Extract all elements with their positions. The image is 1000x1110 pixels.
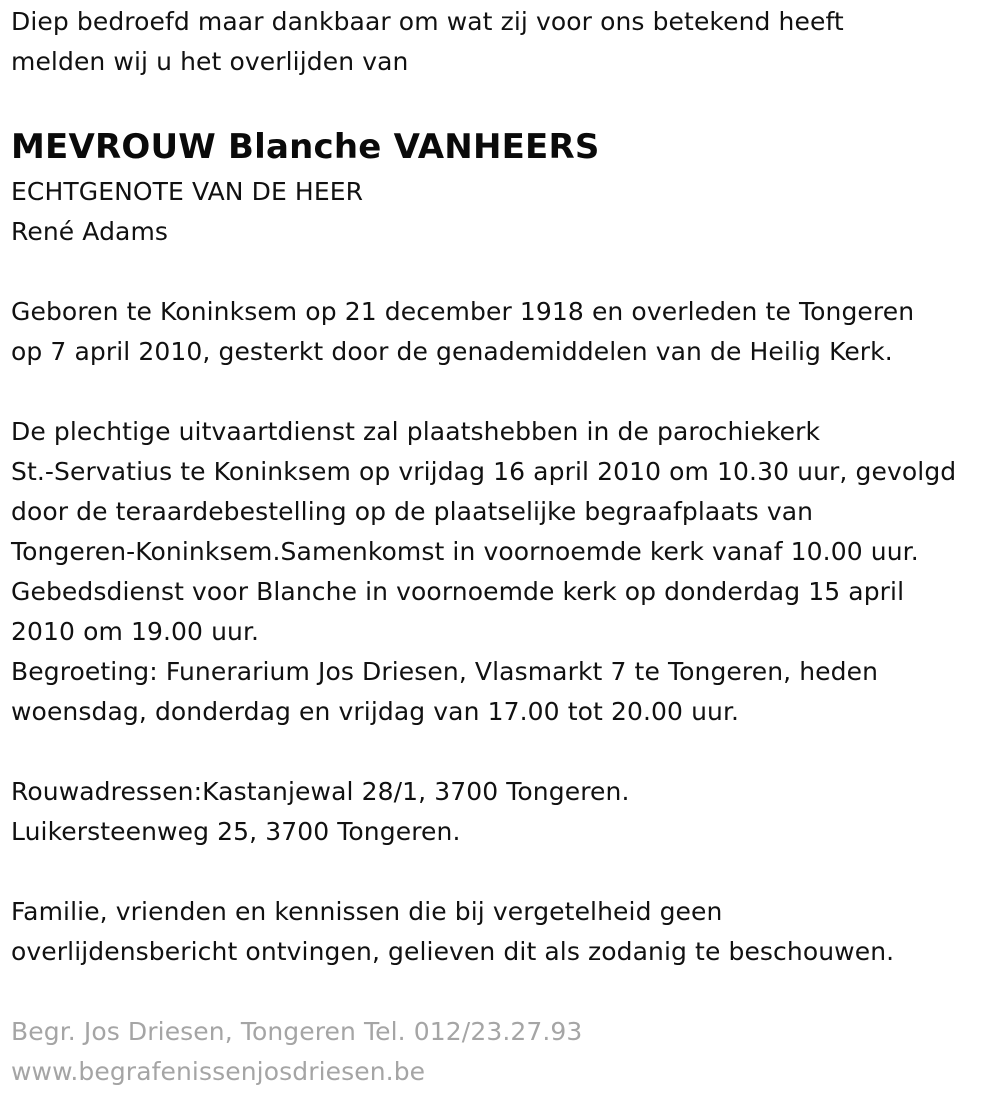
notice-line-2: overlijdensbericht ontvingen, gelieven dit als zodanig te beschouwen. xyxy=(11,937,895,966)
birth-death-line-1: Geboren te Koninksem op 21 december 1918 en overleden te Tongeren xyxy=(11,297,915,326)
address-line-2: Luikersteenweg 25, 3700 Tongeren. xyxy=(11,817,461,846)
ceremony-line-8: woensdag, donderdag en vrijdag van 17.00 tot 20.00 uur. xyxy=(11,697,740,726)
address-line-1: Rouwadressen:Kastanjewal 28/1, 3700 Tongeren. xyxy=(11,777,630,806)
undertaker-contact: Begr. Jos Driesen, Tongeren Tel. 012/23.27.93 xyxy=(11,1017,583,1046)
deceased-block xyxy=(11,120,996,252)
notice-line-1: Familie, vrienden en kennissen die bij vergetelheid geen xyxy=(11,897,723,926)
birth-death-paragraph xyxy=(11,292,996,372)
intro-line-1: Diep bedroefd maar dankbaar om wat zij voor ons betekend heeft xyxy=(11,7,844,36)
ceremony-line-3: door de teraardebestelling op de plaatselijke begraafplaats van xyxy=(11,497,814,526)
spouse-name: René Adams xyxy=(11,217,169,246)
footer xyxy=(11,1012,996,1092)
spacer xyxy=(11,252,996,292)
notice-paragraph xyxy=(11,892,996,972)
ceremony-paragraph xyxy=(11,412,996,732)
ceremony-line-5: Gebedsdienst voor Blanche in voornoemde kerk op donderdag 15 april xyxy=(11,577,905,606)
intro-paragraph xyxy=(11,2,996,82)
addresses-paragraph xyxy=(11,772,996,852)
deceased-name: MEVROUW Blanche VANHEERS xyxy=(11,127,600,167)
undertaker-website[interactable]: www.begrafenissenjosdriesen.be xyxy=(11,1057,426,1086)
obituary-notice xyxy=(11,2,996,1092)
ceremony-line-2: St.-Servatius te Koninksem op vrijdag 16 april 2010 om 10.30 uur, gevolgd xyxy=(11,457,957,486)
spacer xyxy=(11,732,996,772)
birth-death-line-2: op 7 april 2010, gesterkt door de genademiddelen van de Heilig Kerk. xyxy=(11,337,893,366)
spacer xyxy=(11,972,996,1012)
spacer xyxy=(11,372,996,412)
ceremony-line-7: Begroeting: Funerarium Jos Driesen, Vlasmarkt 7 te Tongeren, heden xyxy=(11,657,879,686)
relation-label: ECHTGENOTE VAN DE HEER xyxy=(11,177,364,206)
ceremony-line-1: De plechtige uitvaartdienst zal plaatshebben in de parochiekerk xyxy=(11,417,821,446)
spacer xyxy=(11,82,996,120)
intro-line-2: melden wij u het overlijden van xyxy=(11,47,409,76)
ceremony-line-6: 2010 om 19.00 uur. xyxy=(11,617,260,646)
ceremony-line-4: Tongeren-Koninksem.Samenkomst in voornoemde kerk vanaf 10.00 uur. xyxy=(11,537,919,566)
spacer xyxy=(11,852,996,892)
